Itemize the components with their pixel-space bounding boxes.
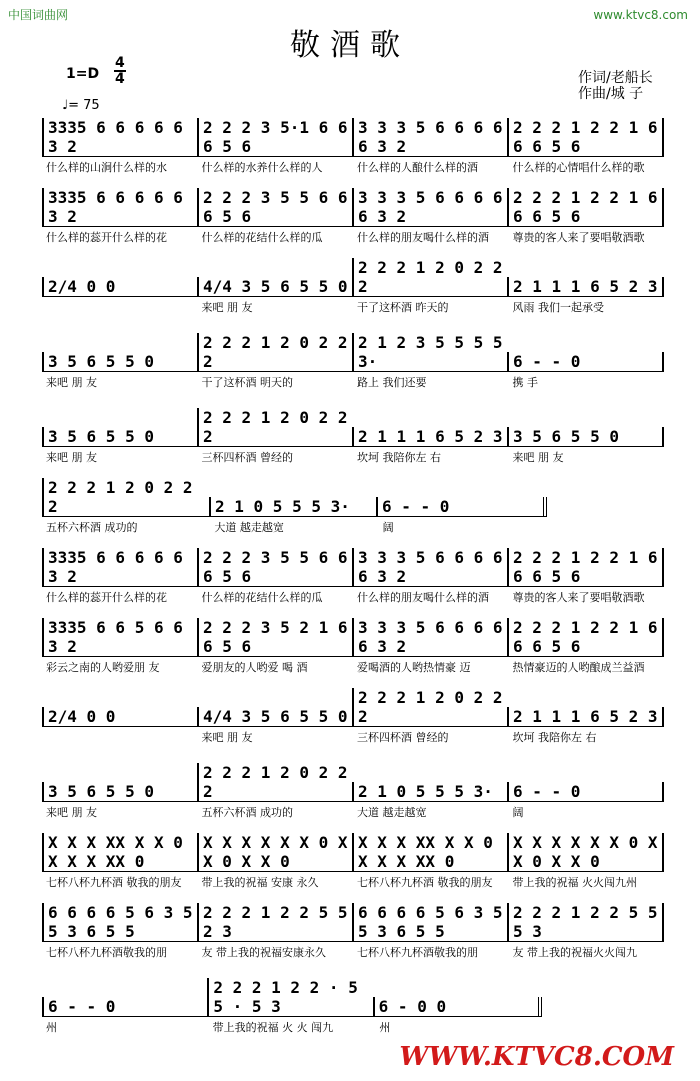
measure-lyrics: 五杯六杯酒 成功的: [46, 521, 138, 534]
lyrics-line: [42, 1019, 542, 1037]
notes-line: [42, 333, 664, 372]
measure-lyrics: 州: [379, 1021, 391, 1034]
measure-lyrics: 州: [46, 1021, 57, 1034]
measure-notes: 2 2 2 1 2 2 · 5 5 · 5 3: [207, 978, 372, 1016]
measure-lyrics: 爱喝酒的人哟热情豪 迈: [357, 661, 471, 674]
measure-lyrics: 来吧 朋 友: [46, 376, 97, 389]
measure-lyrics: 七杯八杯九杯酒敬我的朋: [357, 946, 478, 959]
lyricist: 作词/老船长: [578, 70, 653, 86]
measure-lyrics: 什么样的水养什么样的人: [201, 161, 323, 174]
measure-notes: 6 - - 0: [507, 352, 664, 371]
measure-notes: 3 5 6 5 5 0: [42, 352, 197, 371]
measure-lyrics: 什么样的花结什么样的瓜: [201, 231, 323, 244]
measure-lyrics: 什么样的山涧什么样的水: [46, 161, 167, 174]
measure-lyrics: 什么样的花结什么样的瓜: [201, 591, 323, 604]
measure-lyrics: 三杯四杯酒 曾经的: [201, 451, 293, 464]
notes-line: [42, 478, 547, 517]
measure-lyrics: 大道 越走越宽: [357, 806, 427, 819]
measure-lyrics: 什么样的蕊开什么样的花: [46, 231, 167, 244]
measure-notes: 2/4 0 0: [42, 277, 197, 296]
lyrics-line: [42, 229, 664, 247]
measure-lyrics: 什么样的朋友喝什么样的酒: [357, 591, 489, 604]
measure-notes: 2 1 0 5 5 5 3·: [352, 782, 507, 801]
measure-notes: 3 3 3 5 6 6 6 6 6 3 2: [352, 118, 507, 156]
credits: [578, 70, 653, 102]
lyrics-line: [42, 729, 664, 747]
measure-notes: 3 3 3 5 6 6 6 6 6 3 2: [352, 618, 507, 656]
measure-notes: 3335 6 6 6 6 6 3 2: [42, 548, 197, 586]
time-signature-top: 4: [115, 55, 125, 71]
measure-lyrics: 来吧 朋 友: [46, 451, 97, 464]
measure-lyrics: 坎坷 我陪你左 右: [357, 451, 441, 464]
measure-notes: X X X XX X X 0 X X X XX 0: [352, 833, 507, 871]
notes-line: [42, 763, 664, 802]
lyrics-line: [42, 449, 664, 467]
measure-lyrics: 来吧 朋 友: [201, 301, 253, 314]
score-line: [42, 408, 664, 467]
score-line: [42, 978, 542, 1037]
measure-lyrics: 尊贵的客人来了要唱敬酒歌: [512, 591, 645, 604]
tempo-marking: ♩= 75: [62, 98, 100, 113]
measure-lyrics: 七杯八杯九杯酒敬我的朋: [46, 946, 167, 959]
measure-notes: 4/4 3 5 6 5 5 0: [197, 707, 352, 726]
measure-lyrics: 尊贵的客人来了要唱敬酒歌: [512, 231, 645, 244]
measure-notes: 6 6 6 6 5 6 3 5 5 3 6 5 5: [352, 903, 507, 941]
measure-notes: 2 2 2 3 5·1 6 6 6 5 6: [197, 118, 352, 156]
measure-lyrics: 坎坷 我陪你左 右: [512, 731, 597, 744]
notes-line: [42, 408, 664, 447]
measure-lyrics: 七杯八杯九杯酒 敬我的朋友: [357, 876, 493, 889]
notes-line: [42, 258, 664, 297]
measure-lyrics: [42, 299, 198, 317]
measure-notes: 6 - - 0: [376, 497, 547, 516]
measure-notes: 6 - - 0: [507, 782, 664, 801]
score-line: [42, 618, 664, 677]
measure-notes: 2 2 2 1 2 2 1 6 6 6 5 6: [507, 188, 664, 226]
notes-line: [42, 188, 664, 227]
measure-notes: 2 2 2 3 5 5 6 6 6 5 6: [197, 548, 352, 586]
lyrics-line: [42, 589, 664, 607]
score-line: [42, 688, 664, 747]
measure-notes: 2 2 2 3 5 2 1 6 6 5 6: [197, 618, 352, 656]
measure-lyrics: 来吧 朋 友: [201, 731, 253, 744]
measure-lyrics: 什么样的人酿什么样的酒: [357, 161, 478, 174]
measure-notes: 3335 6 6 5 6 6 3 2: [42, 618, 197, 656]
measure-notes: 2 2 2 1 2 0 2 2 2: [352, 688, 507, 726]
notes-line: [42, 833, 664, 872]
measure-notes: 3 5 6 5 5 0: [507, 427, 664, 446]
measure-notes: 2 1 1 1 6 5 2 3: [507, 707, 664, 726]
score-line: [42, 903, 664, 962]
lyrics-line: [42, 659, 664, 677]
measure-lyrics: 什么样的蕊开什么样的花: [46, 591, 167, 604]
measure-notes: 2 2 2 1 2 0 2 2 2: [197, 333, 352, 371]
measure-lyrics: 彩云之南的人哟爱朋 友: [46, 661, 160, 674]
measure-lyrics: 七杯八杯九杯酒 敬我的朋友: [46, 876, 182, 889]
notes-line: [42, 618, 664, 657]
score-line: [42, 763, 664, 822]
site-watermark-top-right: www.ktvc8.com: [593, 8, 688, 22]
measure-notes: 2/4 0 0: [42, 707, 197, 726]
measure-lyrics: 热情豪迈的人哟酿成兰益酒: [512, 661, 645, 674]
measure-lyrics: 阔: [512, 806, 524, 819]
measure-lyrics: 来吧 朋 友: [512, 451, 564, 464]
key-signature: 1=D: [66, 66, 100, 82]
measure-lyrics: 来吧 朋 友: [46, 806, 97, 819]
score-line: [42, 478, 547, 537]
measure-lyrics: 友 带上我的祝福安康永久: [201, 946, 326, 959]
score-line: [42, 548, 664, 607]
measure-lyrics: 五杯六杯酒 成功的: [201, 806, 293, 819]
measure-notes: X X X XX X X 0 X X X XX 0: [42, 833, 197, 871]
measure-lyrics: 携 手: [512, 376, 538, 389]
measure-notes: 3 5 6 5 5 0: [42, 427, 197, 446]
measure-notes: 3 5 6 5 5 0: [42, 782, 197, 801]
measure-notes: 6 6 6 6 5 6 3 5 5 3 6 5 5: [42, 903, 197, 941]
measure-notes: 2 2 2 1 2 2 1 6 6 6 5 6: [507, 118, 664, 156]
measure-notes: 3 3 3 5 6 6 6 6 6 3 2: [352, 548, 507, 586]
measure-lyrics: 什么样的朋友喝什么样的酒: [357, 231, 489, 244]
score-line: [42, 188, 664, 247]
measure-lyrics: 路上 我们还要: [357, 376, 427, 389]
measure-notes: 2 2 2 1 2 0 2 2 2: [352, 258, 507, 296]
lyrics-line: [42, 299, 664, 317]
measure-lyrics: 风雨 我们一起承受: [512, 301, 604, 314]
time-signature-bottom: 4: [115, 71, 125, 87]
notes-line: [42, 118, 664, 157]
site-watermark-bottom: WWW.KTVC8.COM: [399, 1042, 674, 1072]
measure-lyrics: 带上我的祝福 火 火 闯九: [212, 1021, 334, 1034]
measure-notes: 2 2 2 1 2 0 2 2 2: [42, 478, 209, 516]
lyrics-line: [42, 519, 547, 537]
song-title: 敬酒歌: [290, 28, 410, 63]
measure-notes: 2 2 2 1 2 0 2 2 2: [197, 408, 352, 446]
lyrics-line: [42, 374, 664, 392]
measure-lyrics: 干了这杯酒 明天的: [201, 376, 293, 389]
measure-notes: 2 2 2 1 2 2 1 6 6 6 5 6: [507, 548, 664, 586]
notes-line: [42, 903, 664, 942]
notes-line: [42, 978, 542, 1017]
measure-notes: 2 1 0 5 5 5 3·: [209, 497, 376, 516]
score-line: [42, 118, 664, 177]
measure-notes: 2 2 2 1 2 2 5 5 5 3: [507, 903, 664, 941]
measure-notes: 2 1 2 3 5 5 5 5 3·: [352, 333, 507, 371]
score-line: [42, 833, 664, 892]
measure-notes: 3 3 3 5 6 6 6 6 6 3 2: [352, 188, 507, 226]
notes-line: [42, 688, 664, 727]
composer: 作曲/城 子: [578, 86, 644, 102]
measure-notes: X X X X X X 0 X X 0 X X 0: [507, 833, 664, 871]
measure-lyrics: 大道 越走越宽: [214, 521, 284, 534]
score-line: [42, 258, 664, 317]
lyrics-line: [42, 804, 664, 822]
measure-lyrics: [42, 729, 198, 747]
lyrics-line: [42, 944, 664, 962]
measure-notes: 2 2 2 1 2 2 1 6 6 6 5 6: [507, 618, 664, 656]
measure-notes: 2 2 2 1 2 0 2 2 2: [197, 763, 352, 801]
time-signature: [114, 56, 126, 86]
measure-notes: 2 2 2 1 2 2 5 5 2 3: [197, 903, 352, 941]
measure-notes: 3335 6 6 6 6 6 3 2: [42, 118, 197, 156]
score-line: [42, 333, 664, 392]
measure-lyrics: 三杯四杯酒 曾经的: [357, 731, 449, 744]
measure-lyrics: 什么样的心情唱什么样的歌: [512, 161, 645, 174]
measure-notes: 3335 6 6 6 6 6 3 2: [42, 188, 197, 226]
measure-notes: X X X X X X 0 X X 0 X X 0: [197, 833, 352, 871]
measure-lyrics: 爱朋友的人哟爱 喝 酒: [201, 661, 308, 674]
lyrics-line: [42, 159, 664, 177]
notes-line: [42, 548, 664, 587]
measure-lyrics: 带上我的祝福 安康 永久: [201, 876, 319, 889]
measure-lyrics: 带上我的祝福 火火闯九州: [512, 876, 637, 889]
measure-notes: 2 1 1 1 6 5 2 3: [352, 427, 507, 446]
measure-lyrics: 阔: [382, 521, 394, 534]
measure-lyrics: 干了这杯酒 昨天的: [357, 301, 449, 314]
site-watermark-top-left: 中国词曲网: [8, 8, 69, 22]
measure-notes: 6 - 0 0: [373, 997, 542, 1016]
measure-lyrics: 友 带上我的祝福火火闯九: [512, 946, 637, 959]
measure-notes: 2 1 1 1 6 5 2 3: [507, 277, 664, 296]
lyrics-line: [42, 874, 664, 892]
measure-notes: 2 2 2 3 5 5 6 6 6 5 6: [197, 188, 352, 226]
measure-notes: 6 - - 0: [42, 997, 207, 1016]
measure-notes: 4/4 3 5 6 5 5 0: [197, 277, 352, 296]
